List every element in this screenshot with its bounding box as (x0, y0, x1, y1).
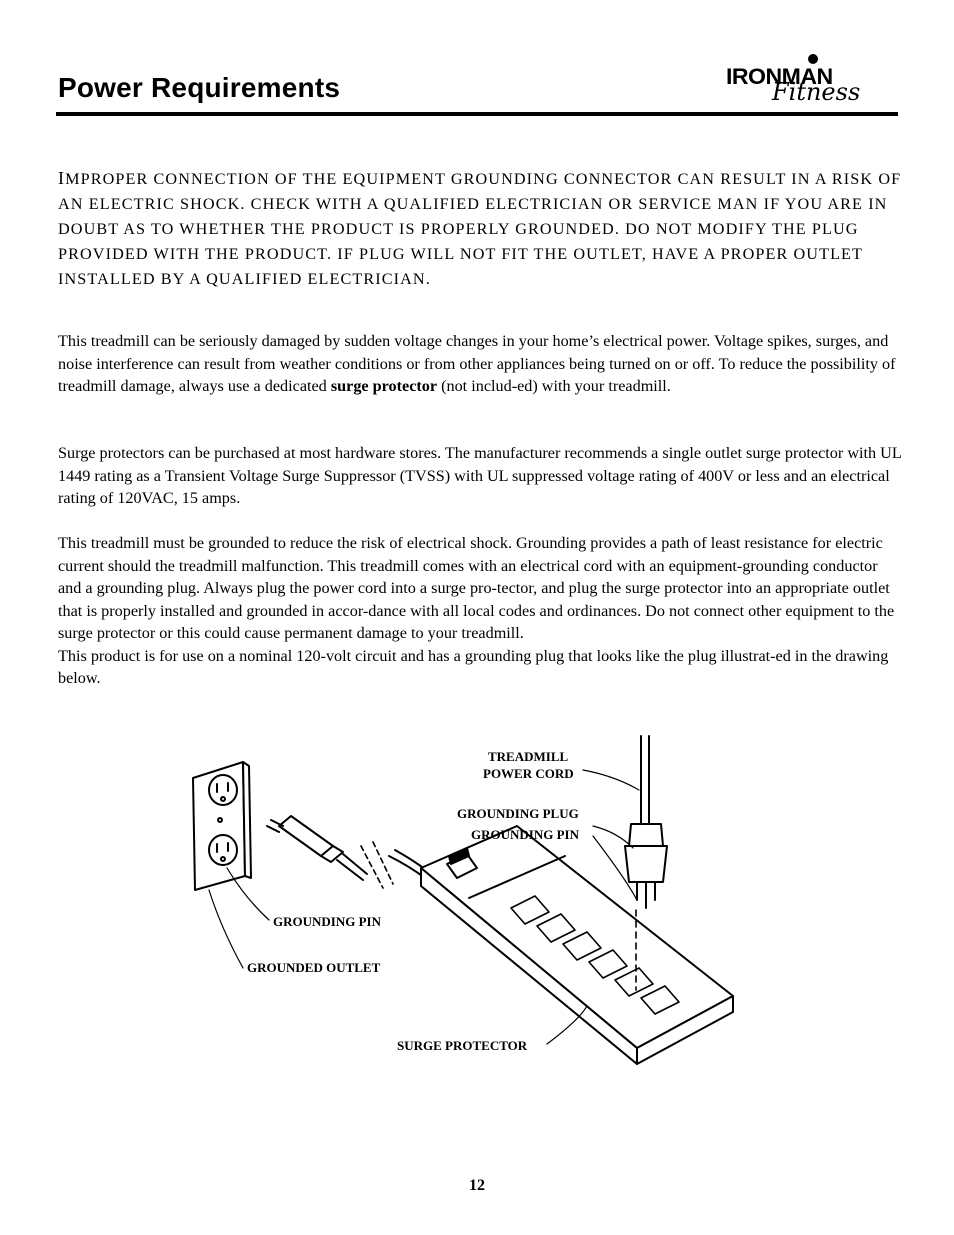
label-grounding-pin-plug: GROUNDING PIN (471, 827, 579, 842)
ironman-fitness-logo (722, 54, 882, 112)
label-treadmill: TREADMILL (488, 749, 569, 764)
paragraph-text: This treadmill can be seriously damaged by sudden voltage changes in your home’s electrical power. Voltage spikes, surges, and noise interference can result from weather conditions or from other appliances being turned on or off. To reduce the possibility of treadmill damage, always use a dedicated (58, 332, 896, 395)
surge-protector-emphasis: surge protector (330, 377, 438, 395)
treadmill-plug-illustration (625, 736, 667, 908)
label-grounding-pin-outlet: GROUNDING PIN (273, 914, 381, 929)
surge-protector-illustration (421, 826, 733, 1064)
wall-outlet-illustration (193, 762, 251, 890)
warning-first-letter: I (58, 168, 66, 188)
surge-protector-plug-illustration (267, 816, 367, 880)
paragraph-text: (not includ-ed) with your treadmill. (437, 377, 671, 395)
logo-script: Fitness (772, 78, 861, 106)
label-grounded-outlet: GROUNDED OUTLET (247, 960, 381, 975)
page-title: Power Requirements (58, 72, 341, 103)
logo-dot (808, 54, 818, 64)
label-power-cord: POWER CORD (483, 766, 574, 781)
logo-wordmark: IRONMAN (726, 64, 833, 89)
page-number: 12 (469, 1177, 485, 1194)
label-grounding-plug: GROUNDING PLUG (457, 806, 579, 821)
surge-protector-diagram (185, 728, 785, 1068)
paragraph-surge-protectors: Surge protectors can be purchased at most hardware stores. The manufacturer recommends a single outlet surge protector with UL 1449 rating as a Transient Voltage Surge Suppressor (TVSS) with UL suppressed voltage rating of 400V or less and an electrical rating of 120VAC, 15 amps. (58, 444, 902, 507)
paragraph-voltage-damage (58, 330, 903, 398)
label-surge-protector: SURGE PROTECTOR (397, 1038, 528, 1053)
header-rule (56, 112, 898, 116)
paragraph-circuit: This product is for use on a nominal 120-volt circuit and has a grounding plug that looks like the plug illustrat-ed in the drawing below. (58, 646, 889, 687)
paragraph-grounding (58, 532, 903, 690)
grounding-warning (58, 166, 908, 292)
warning-text: MPROPER CONNECTION OF THE EQUIPMENT GROUNDING CONNECTOR CAN RESULT IN A RISK OF AN ELECTRIC SHOCK. CHECK WITH A QUALIFIED ELECTRICIAN OR SERVICE MAN IF YOU ARE IN DOUBT AS TO WHETHER THE PRODUCT IS PROPERLY GROUNDED. DO NOT MODIFY THE PLUG PROVIDED WITH THE PRODUCT. IF PLUG WILL NOT FIT THE OUTLET, HAVE A PROPER OUTLET INSTALLED BY A QUALIFIED ELECTRICIAN. (58, 170, 902, 288)
paragraph-grounding-text: This treadmill must be grounded to reduce the risk of electrical shock. Grounding provides a path of least resistance for electric current should the treadmill malfunction. This treadmill comes with an electrical cord with an equipment-grounding conductor and a grounding plug. Always plug the power cord into a surge pro-tector, and plug the surge protector into an appropriate outlet that is properly installed and grounded in accor-dance with all local codes and ordinances. Do not connect other equipment to the surge protector or this could cause permanent damage to your treadmill. (58, 534, 895, 642)
